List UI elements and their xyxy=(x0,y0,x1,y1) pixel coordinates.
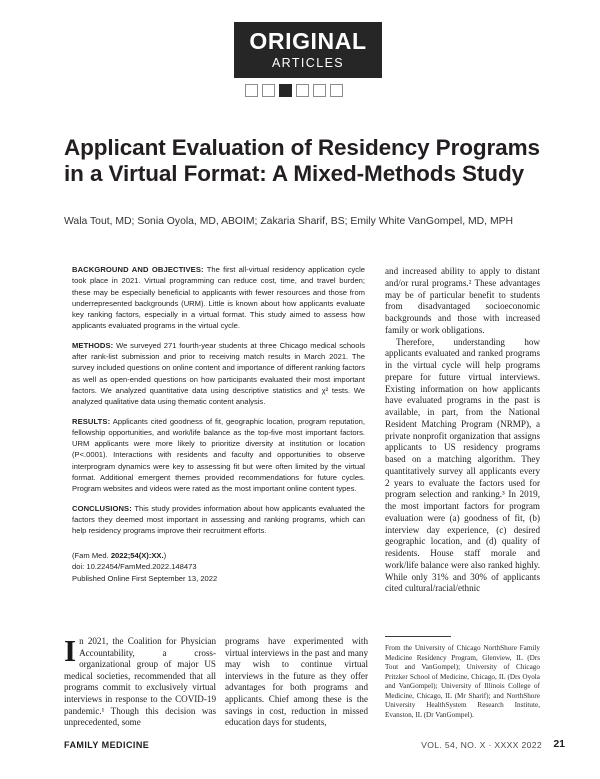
abstract-text-background: The first all-virtual residency application cycle took place in 2021. Virtual programming can reduce cost, time, and travel burden; these may be especially beneficial to applicants with fewer resources and those from underrepresented backgrounds (URM). Little is known about how applicants evaluate key ranking factors, especially in a virtual format. This study aimed to assess how applicants evaluated programs in the virtual cycle. xyxy=(72,265,365,331)
banner-title-original: ORIGINAL xyxy=(249,28,367,55)
body-column-middle: programs have experimented with virtual interviews in the past and many may wish to continue virtual interviews in the future as they offer advantages for both programs and applicants. Chief among these is the savings in cost, reduction in missed education days for students, xyxy=(225,636,368,728)
footnote-divider xyxy=(385,636,451,637)
square-marker-3-filled xyxy=(279,84,292,97)
abstract-label-background: BACKGROUND AND OBJECTIVES: xyxy=(72,265,204,274)
body-column-left xyxy=(64,633,216,729)
published-online-line: Published Online First September 13, 2022 xyxy=(72,573,218,583)
page-title: Applicant Evaluation of Residency Programs in a Virtual Format: A Mixed-Methods Study xyxy=(64,135,540,186)
original-articles-banner xyxy=(234,22,382,78)
citation-prefix: (Fam Med. xyxy=(72,550,111,560)
body-left-text: n 2021, the Coalition for Physician Accountability, a cross-organizational group of major US medical societies, recommended that all programs commit to exclusively virtual interviews in response to the COVID-19 pandemic.¹ Though this decision was unprecedented, some xyxy=(64,636,216,728)
citation-block xyxy=(72,550,365,585)
abstract-section-methods xyxy=(72,340,365,408)
footer-issue-info: VOL. 54, NO. X · XXXX 2022 xyxy=(421,740,542,750)
abstract-label-results: RESULTS: xyxy=(72,416,111,426)
square-marker-2 xyxy=(262,84,275,97)
square-marker-1 xyxy=(245,84,258,97)
square-marker-6 xyxy=(330,84,343,97)
abstract-text-methods: We surveyed 271 fourth-year students at three Chicago medical schools after rank-list submission and prior to receiving match results in March 2021. The survey included questions on online content and importance of different ranking factors as well as open-ended questions on how participants evaluated their most important factors. We analyzed quantitative data using descriptive statistics and χ² tests. We analyzed qualitative data using thematic content analysis. xyxy=(72,340,365,407)
body-right-paragraph-2: Therefore, understanding how applicants evaluated and ranked programs in the virtual cycle will help programs prepare for future virtual interviews. Existing information on how applicants have evaluated programs in the past is available, in part, from the National Resident Matching Program (NRMP), a private nonprofit organization that assigns applicants to US residency programs based on a matching algorithm. They quantitatively survey all applicants every 2 years to evaluate the factors used for program selection and ranking.³ In 2019, the most important factors for program evaluation were (a) goodness of fit, (b) interview day experience, (c) desired geographic location, and (d) quality of residents. House staff morale and work/life balance were also ranked highly. While only 31% and 30% of applicants cited cultural/racial/ethnic xyxy=(385,336,540,594)
abstract-text-results: Applicants cited goodness of fit, geographic location, program reputation, fellowship opportunities, and work/life balance as the top-five most important factors. URM applicants were more likely to prioritize diversity at institution or location (P<.0001). Interactions with residents and faculty and opportunities to observe interprogram dynamics were key to assessing fit but were often limited by the virtual format. Additional emergent themes provided recommendations for future cycles. Program websites and videos were rated as the most important online content types. xyxy=(72,416,365,494)
abstract-label-methods: METHODS: xyxy=(72,340,114,350)
citation-line xyxy=(72,550,365,562)
abstract-block xyxy=(72,264,365,584)
footer-journal-name: FAMILY MEDICINE xyxy=(64,740,150,750)
body-right-paragraph-1: and increased ability to apply to distant and/or rural programs.² These advantages may be of particular benefit to students from disadvantaged socioeconomic backgrounds and those with increased family or work obligations. xyxy=(385,266,540,335)
square-marker-5 xyxy=(313,84,326,97)
footer-page-number: 21 xyxy=(553,738,565,750)
drop-cap: I xyxy=(64,633,77,668)
section-marker-squares xyxy=(245,84,343,97)
doi-line[interactable]: doi: 10.22454/FamMed.2022.148473 xyxy=(72,562,197,572)
banner-title-articles: ARTICLES xyxy=(271,56,345,71)
square-marker-4 xyxy=(296,84,309,97)
author-affiliations: From the University of Chicago NorthShore Family Medicine Residency Program, Glenview, IL (Drs Tout and VanGompel); University of Chicago Pritzker School of Medicine, Chicago, IL (Drs Oyola and VanGompel); University of Illinois College of Medicine, Chicago, IL (Mr Sharif); and NorthShore University HealthSystem Research Institute, Evanston, IL (Dr VanGompel). xyxy=(385,644,540,719)
citation-suffix: ) xyxy=(163,550,167,560)
author-list: Wala Tout, MD; Sonia Oyola, MD, ABOIM; Zakaria Sharif, BS; Emily White VanGompel, MD, MPH xyxy=(64,216,514,227)
abstract-section-results xyxy=(72,416,365,495)
abstract-text-conclusions: This study provides information about how applicants evaluated the factors they deemed most important in assessing and ranking programs, which can help residency programs improve their recruitment efforts. xyxy=(72,503,365,536)
body-column-right xyxy=(385,266,540,595)
citation-reference: 2022;54(X):XX. xyxy=(110,550,164,560)
abstract-label-conclusions: CONCLUSIONS: xyxy=(72,503,132,513)
abstract-section-background xyxy=(72,264,365,332)
abstract-section-conclusions xyxy=(72,503,365,537)
